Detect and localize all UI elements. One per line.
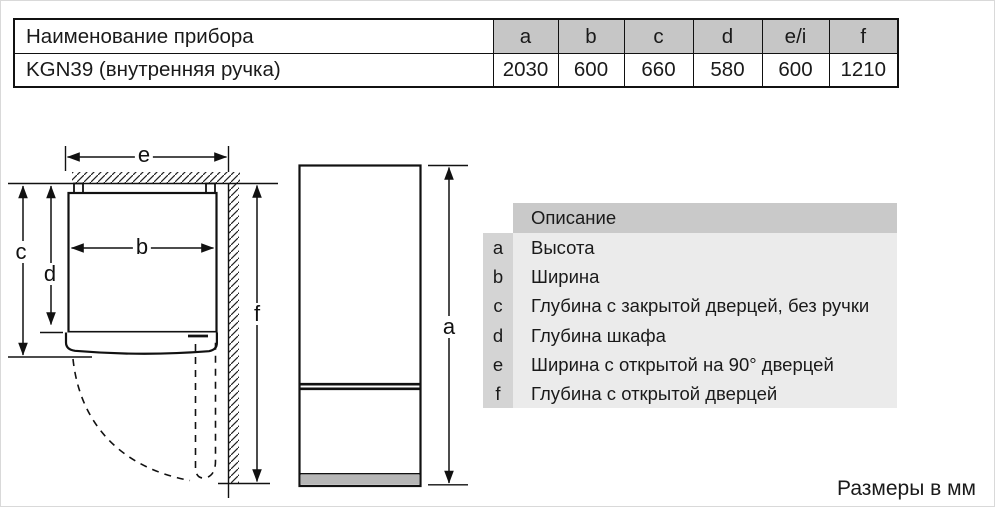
hinge-right xyxy=(206,184,215,194)
legend-label: Глубина шкафа xyxy=(513,321,897,350)
value-f: 1210 xyxy=(829,54,898,88)
legend-label: Высота xyxy=(513,233,897,262)
legend-label: Ширина с открытой на 90° дверцей xyxy=(513,350,897,379)
table-header-ei: e/i xyxy=(762,19,829,54)
legend-row-e xyxy=(483,350,897,379)
legend-row-c xyxy=(483,291,897,320)
legend-row-f xyxy=(483,379,897,408)
table-header-b: b xyxy=(558,19,624,54)
legend-key: a xyxy=(483,233,513,262)
wall-hatch-top xyxy=(72,172,240,184)
legend-key: d xyxy=(483,321,513,350)
legend-key: c xyxy=(483,291,513,320)
dim-label-a: a xyxy=(440,316,458,338)
legend-title: Описание xyxy=(513,203,897,233)
hinge-left xyxy=(74,184,83,194)
legend-key: f xyxy=(483,379,513,408)
door-swing-arc xyxy=(73,359,190,481)
table-name-header: Наименование прибора xyxy=(14,19,493,54)
door-open-position xyxy=(196,341,216,478)
legend-row-b xyxy=(483,262,897,291)
table-header-d: d xyxy=(693,19,762,54)
legend-label: Глубина с закрытой дверцей, без ручки xyxy=(513,291,897,320)
dim-label-f: f xyxy=(251,303,263,325)
value-ei: 600 xyxy=(762,54,829,88)
legend-header-spacer xyxy=(483,203,513,233)
top-view-cabinet xyxy=(69,193,217,332)
legend-row-a xyxy=(483,233,897,262)
legend-row-d xyxy=(483,321,897,350)
wall-hatch-right xyxy=(229,184,240,484)
value-c: 660 xyxy=(624,54,693,88)
model-name-cell: KGN39 (внутренняя ручка) xyxy=(14,54,493,88)
units-note: Размеры в мм xyxy=(837,477,976,500)
table-header-c: c xyxy=(624,19,693,54)
value-a: 2030 xyxy=(493,54,558,88)
front-view-body xyxy=(300,166,421,487)
plinth xyxy=(301,475,419,485)
dim-label-c: c xyxy=(13,241,30,263)
legend-box xyxy=(483,203,897,408)
legend-key: e xyxy=(483,350,513,379)
legend-label: Глубина с открытой дверцей xyxy=(513,379,897,408)
legend-key: b xyxy=(483,262,513,291)
value-d: 580 xyxy=(693,54,762,88)
table-header-a: a xyxy=(493,19,558,54)
table-header-f: f xyxy=(829,19,898,54)
dim-label-b: b xyxy=(133,236,151,258)
dim-label-e: e xyxy=(135,144,153,166)
value-b: 600 xyxy=(558,54,624,88)
legend-label: Ширина xyxy=(513,262,897,291)
dim-label-d: d xyxy=(41,263,59,285)
